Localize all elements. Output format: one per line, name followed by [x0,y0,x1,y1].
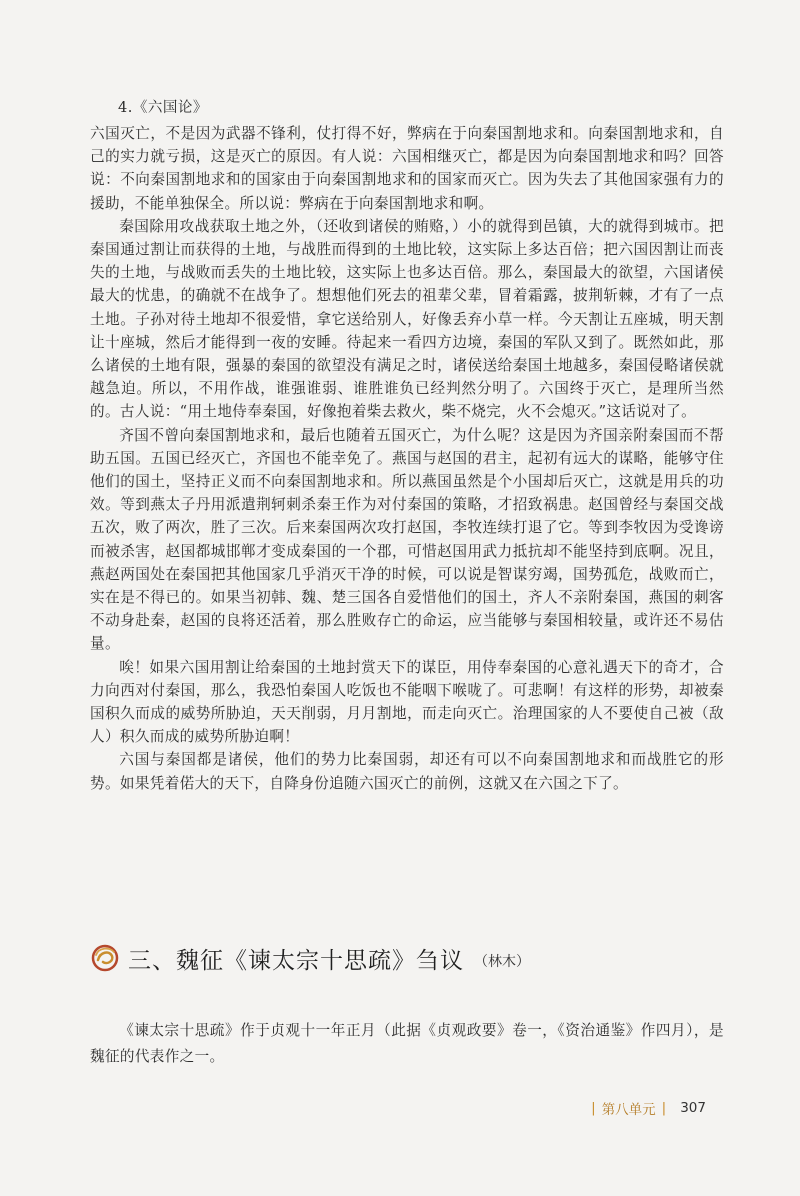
paragraph-3: 齐国不曾向秦国割地求和，最后也随着五国灭亡，为什么呢？这是因为齐国亲附秦国而不帮助五国。五国已经灭亡，齐国也不能幸免了。燕国与赵国的君主，起初有远大的谋略，能够守住他们的国土，坚持正义而不向秦国割地求和。所以燕国虽然是个小国却后灭亡，这就是用兵的功效。等到燕太子丹用派遣荆轲刺杀秦王作为对付秦国的策略，才招致祸患。赵国曾经与秦国交战五次，败了两次，胜了三次。后来秦国两次攻打赵国，李牧连续打退了它。等到李牧因为受谗谤而被杀害，赵国都城邯郸才变成秦国的一个郡，可惜赵国用武力抵抗却不能坚持到底啊。况且，燕赵两国处在秦国把其他国家几乎消灭干净的时候，可以说是智谋穷竭，国势孤危，战败而亡，实在是不得已的。如果当初韩、魏、楚三国各自爱惜他们的国土，齐人不亲附秦国，燕国的刺客不动身赴秦，赵国的良将还活着，那么胜败存亡的命运，应当能够与秦国相较量，或许还不易估量。 [90,426,724,653]
footer-divider-right: | [661,1100,667,1116]
footer-unit-label: 第八单元 [601,1102,656,1118]
body-text [90,122,724,795]
page-number: 307 [680,1100,706,1116]
footer-divider-left: | [591,1100,596,1116]
paragraph-2: 秦国除用攻战获取土地之外，（还收到诸侯的贿赂，）小的就得到邑镇，大的就得到城市。把秦国通过割让而获得的土地，与战胜而得到的土地比较，这实际上多达百倍；把六国因割让而丧失的土地，与战败而丢失的土地比较，这实际上也多达百倍。那么，秦国最大的欲望，六国诸侯最大的忧患，的确就不在战争了。想想他们死去的祖辈父辈，冒着霜露，披荆斩棘，才有了一点土地。子孙对待土地却不很爱惜，拿它送给别人，好像丢弃小草一样。今天割让五座城，明天割让十座城，然后才能得到一夜的安睡。待起来一看四方边境，秦国的军队又到了。既然如此，那么诸侯的土地有限，强暴的秦国的欲望没有满足之时，诸侯送给秦国土地越多，秦国侵略诸侯就越急迫。所以，不用作战，谁强谁弱、谁胜谁负已经判然分明了。六国终于灭亡，是理所当然的。古人说：“用土地侍奉秦国，好像抱着柴去救火，柴不烧完，火不会熄灭。”这话说对了。 [90,217,724,421]
paragraph-1: 六国灭亡，不是因为武器不锋利，仗打得不好，弊病在于向秦国割地求和。向秦国割地求和，自己的实力就亏损，这是灭亡的原因。有人说：六国相继灭亡，都是因为向秦国割地求和吗？回答说：不向秦国割地求和的国家由于向秦国割地求和的国家而灭亡。因为失去了其他国家强有力的援助，不能单独保全。所以说：弊病在于向秦国割地求和啊。 [90,125,724,212]
page-footer [585,1098,706,1118]
paragraph-5: 六国与秦国都是诸侯，他们的势力比秦国弱，却还有可以不向秦国割地求和而战胜它的形势。如果凭着偌大的天下，自降身份追随六国灭亡的前例，这就又在六国之下了。 [90,751,724,792]
paragraph-4: 唉！如果六国用割让给秦国的土地封赏天下的谋臣，用侍奉秦国的心意礼遇天下的奇才，合力向西对付秦国，那么，我恐怕秦国人吃饭也不能咽下喉咙了。可悲啊！有这样的形势，却被秦国积久而成的威势所胁迫，天天削弱，月月割地，而走向灭亡。治理国家的人不要使自己被（敌人）积久而成的威势所胁迫啊！ [90,658,724,746]
section-author: （林木） [474,954,530,970]
section-title: 三、魏征《谏太宗十思疏》刍议 [128,947,464,974]
section-heading [90,940,530,976]
intro-paragraph: 《谏太宗十思疏》作于贞观十一年正月（此据《贞观政要》卷一，《资治通鉴》作四月），是魏征的代表作之一。 [90,1022,724,1065]
swirl-icon [90,943,120,973]
subtitle: 4.《六国论》 [118,100,208,116]
